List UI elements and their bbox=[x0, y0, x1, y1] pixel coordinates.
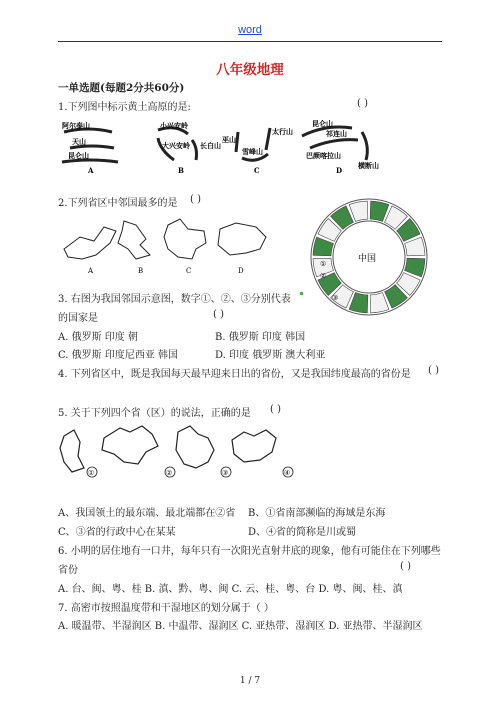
q2-option-a: A bbox=[88, 267, 94, 275]
question-1-answer-paren: ( ) bbox=[357, 98, 368, 109]
neighbors-ring-diagram bbox=[308, 196, 430, 318]
q1-option-c: C bbox=[254, 166, 260, 175]
question-5-option-d: D、④省的简称是川或蜀 bbox=[248, 527, 357, 538]
q1-option-d: D bbox=[336, 166, 343, 175]
q5-label-1: ① bbox=[88, 469, 95, 477]
q1-map-c bbox=[222, 118, 294, 176]
header-rule bbox=[58, 41, 442, 42]
question-5-option-c: C、③省的行政中心在某某 bbox=[58, 527, 176, 538]
q1-d-label-3: 巴颜喀拉山 bbox=[306, 151, 341, 160]
question-6-line-2: 省份 bbox=[58, 565, 78, 576]
question-5-option-a: A、我国领土的最东端、最北端都在②省 bbox=[58, 508, 236, 519]
question-3-option-a: A. 俄罗斯 印度 朝 bbox=[58, 332, 138, 343]
question-5-answer-paren: ( ) bbox=[270, 404, 281, 415]
question-3-option-d: D. 印度 俄罗斯 澳大利亚 bbox=[215, 350, 326, 361]
q1-map-b bbox=[148, 118, 220, 176]
question-3-line-1: 3. 右图为我国邻国示意图，数字①、②、③分别代表 bbox=[58, 294, 291, 305]
q2-option-c: C bbox=[186, 267, 192, 275]
q5-label-2: ② bbox=[166, 469, 173, 477]
q1-map-d bbox=[296, 118, 382, 176]
question-3-option-b: B. 俄罗斯 印度 韩国 bbox=[215, 332, 306, 343]
q1-b-label-1: 小兴安岭 bbox=[160, 121, 188, 130]
ring-center-label: 中国 bbox=[358, 254, 377, 264]
question-6-answer-paren: ( ) bbox=[400, 561, 411, 572]
q1-map-a bbox=[58, 118, 128, 176]
green-dot-marker bbox=[300, 292, 303, 295]
q2-option-b: B bbox=[138, 267, 144, 275]
question-6-line-1: 6. 小明的居住地有一口井，每年只有一次阳光直射井底的现象，他有可能住在下列哪些 bbox=[58, 546, 441, 557]
q1-c-label-3: 雪峰山 bbox=[242, 147, 263, 156]
question-6-options: A. 台、闽、粤、桂 B. 滇、黔、粤、闽 C. 云、桂、粤、台 D. 粤、闽、桂、滇 bbox=[58, 584, 403, 595]
q2-province-maps bbox=[60, 215, 300, 277]
q1-d-label-1: 昆仑山 bbox=[312, 119, 333, 128]
q1-option-b: B bbox=[178, 166, 184, 175]
q5-province-maps bbox=[58, 424, 308, 486]
q1-a-label-1: 阿尔泰山 bbox=[62, 121, 90, 130]
q1-c-label-1: 巫山 bbox=[222, 135, 236, 144]
question-1-text: 1.下列图中标示黄土高原的是: bbox=[58, 102, 191, 113]
header-link[interactable]: word bbox=[238, 24, 262, 36]
ring-number-3: ③ bbox=[332, 294, 339, 302]
question-2-answer-paren: ( ) bbox=[190, 194, 201, 205]
question-4-answer-paren: ( ) bbox=[428, 365, 439, 376]
q2-option-d: D bbox=[238, 267, 244, 275]
q1-b-label-3: 长白山 bbox=[200, 141, 221, 150]
ring-number-1: ① bbox=[320, 260, 327, 268]
q1-option-a: A bbox=[88, 166, 94, 175]
question-5-text: 5. 关于下列四个省（区）的说法，正确的是 bbox=[58, 408, 251, 419]
q1-d-label-4: 横断山 bbox=[358, 161, 379, 170]
ring-number-2: ② bbox=[320, 272, 327, 280]
question-3-option-c: C. 俄罗斯 印度尼西亚 韩国 bbox=[58, 350, 179, 361]
document-title: 八年级地理 bbox=[216, 62, 284, 78]
q1-a-label-3: 昆仑山 bbox=[68, 151, 89, 160]
question-3-answer-paren: ( ) bbox=[213, 309, 224, 320]
q5-label-4: ④ bbox=[284, 469, 291, 477]
question-3-line-2: 的国家是 bbox=[58, 313, 98, 324]
q1-b-label-2: 大兴安岭 bbox=[162, 141, 190, 150]
page-number: 1 / 7 bbox=[239, 676, 261, 686]
question-5-option-b: B、①省南部濒临的海域是东海 bbox=[248, 508, 386, 519]
question-7-text: 7. 高密市按照温度带和干湿地区的划分属于（ ） bbox=[58, 603, 274, 614]
q5-label-3: ③ bbox=[222, 469, 229, 477]
section-heading: 一单选题(每题2分共60分) bbox=[58, 82, 185, 94]
q1-a-label-2: 天山 bbox=[72, 137, 86, 146]
question-2-text: 2.下列省区中邻国最多的是 bbox=[58, 198, 178, 209]
q1-d-label-2: 祁连山 bbox=[326, 129, 347, 138]
q1-c-label-2: 太行山 bbox=[272, 127, 293, 136]
question-4-text: 4. 下列省区中，既是我国每天最早迎来日出的省份，又是我国纬度最高的省份是 bbox=[58, 369, 411, 380]
question-7-options: A. 暖温带、半湿润区 B. 中温带、湿润区 C. 亚热带、湿润区 D. 亚热带、半湿润区 bbox=[58, 621, 423, 632]
